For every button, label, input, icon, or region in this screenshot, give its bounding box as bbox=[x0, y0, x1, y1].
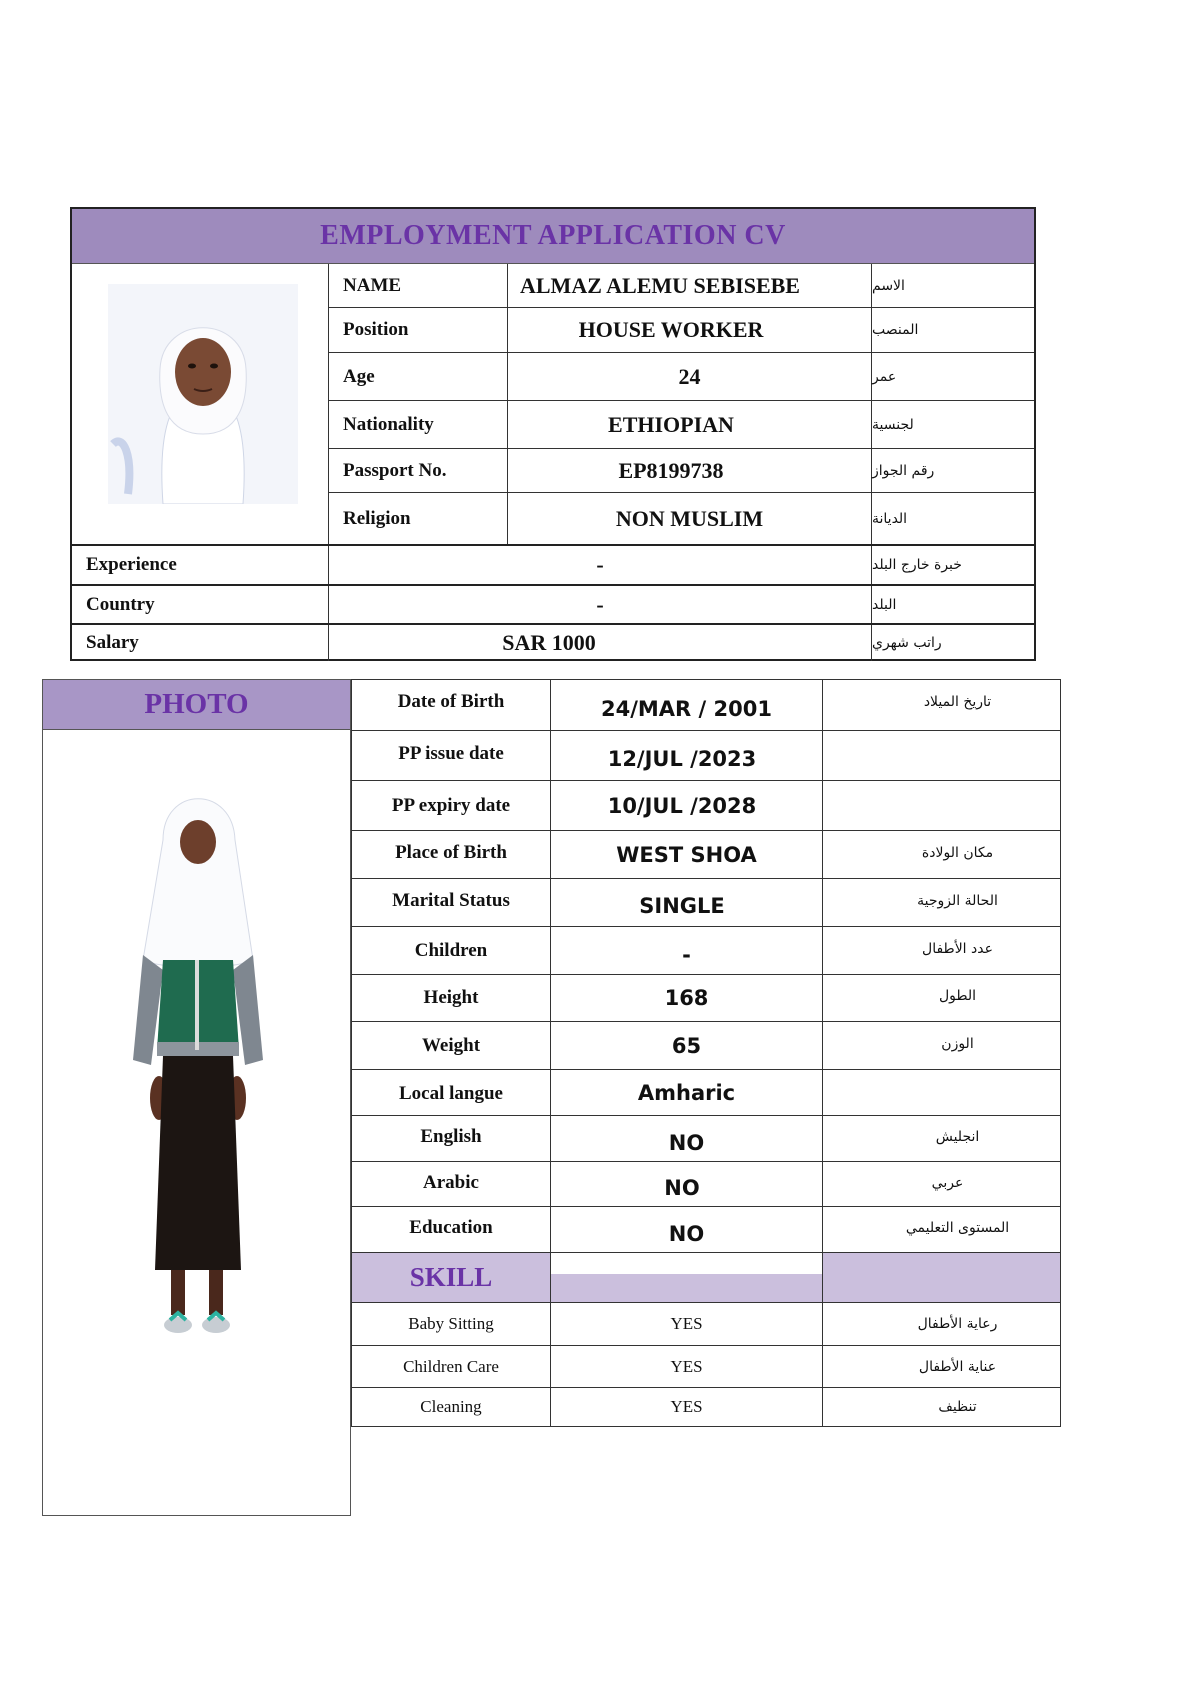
religion-label: Religion bbox=[343, 507, 411, 529]
english-label: English bbox=[420, 1125, 482, 1147]
position-arabic: المنصب bbox=[872, 322, 919, 338]
name-arabic: الاسم bbox=[872, 278, 905, 294]
marital-value: SINGLE bbox=[639, 893, 725, 918]
dob-label: Date of Birth bbox=[397, 690, 505, 712]
full-body-photo bbox=[123, 780, 273, 1360]
pp-issue-label: PP issue date bbox=[398, 742, 504, 764]
pp-issue-value: 12/JUL /2023 bbox=[607, 746, 757, 771]
local-language-value: Amharic bbox=[637, 1080, 736, 1105]
pob-label: Place of Birth bbox=[395, 841, 507, 863]
height-value: 168 bbox=[664, 986, 709, 1010]
full-photo-panel bbox=[42, 679, 351, 1516]
skill-children-care-arabic: عناية الأطفال bbox=[918, 1358, 997, 1375]
position-value: HOUSE WORKER bbox=[578, 317, 764, 342]
religion-arabic: الديانة bbox=[872, 510, 908, 527]
full-body-image bbox=[123, 780, 273, 1360]
skill-cleaning-arabic: تنظيف bbox=[938, 1399, 977, 1415]
pp-expiry-value: 10/JUL /2028 bbox=[607, 793, 757, 818]
dob-value: 24/MAR / 2001 bbox=[601, 696, 772, 721]
skill-children-care-value: YES bbox=[670, 1356, 703, 1376]
children-value: - bbox=[682, 942, 691, 967]
name-value: ALMAZ ALEMU SEBISEBE bbox=[520, 273, 800, 298]
age-value: 24 bbox=[678, 363, 701, 389]
details-table bbox=[351, 679, 1061, 1427]
experience-arabic: خبرة خارج البلد bbox=[872, 557, 962, 573]
marital-label: Marital Status bbox=[392, 889, 510, 911]
english-value: NO bbox=[668, 1130, 705, 1155]
pob-value: WEST SHOA bbox=[616, 842, 757, 867]
experience-label: Experience bbox=[86, 554, 177, 575]
salary-label: Salary bbox=[86, 632, 139, 653]
religion-value: NON MUSLIM bbox=[615, 505, 764, 531]
english-arabic: انجليش bbox=[935, 1128, 980, 1145]
passport-label: Passport No. bbox=[343, 459, 447, 481]
pob-arabic: مكان الولادة bbox=[921, 844, 994, 861]
nationality-label: Nationality bbox=[343, 413, 434, 435]
skill-baby-sitting-value: YES bbox=[670, 1314, 703, 1333]
page-title: EMPLOYMENT APPLICATION CV bbox=[72, 209, 1034, 264]
portrait-image bbox=[108, 284, 298, 504]
age-label: Age bbox=[343, 365, 375, 387]
skill-band-right bbox=[823, 1253, 1060, 1302]
country-value: - bbox=[596, 591, 604, 617]
weight-arabic: الوزن bbox=[941, 1035, 974, 1052]
pp-issue-arabic bbox=[823, 731, 1060, 780]
education-label: Education bbox=[409, 1216, 493, 1238]
experience-value: - bbox=[596, 552, 604, 577]
country-label: Country bbox=[86, 593, 155, 615]
arabic-label: Arabic bbox=[423, 1171, 479, 1193]
weight-label: Weight bbox=[421, 1034, 481, 1056]
photo-header: PHOTO bbox=[43, 680, 350, 730]
skill-baby-sitting-arabic: رعاية الأطفال bbox=[917, 1316, 998, 1332]
skill-cleaning-label: Cleaning bbox=[420, 1397, 482, 1416]
height-arabic: الطول bbox=[938, 988, 977, 1004]
skill-cleaning-value: YES bbox=[670, 1397, 703, 1416]
height-label: Height bbox=[423, 987, 479, 1008]
top-info-table bbox=[70, 207, 1036, 661]
children-label: Children bbox=[414, 939, 488, 961]
portrait-photo bbox=[108, 284, 298, 504]
skill-children-care-label: Children Care bbox=[403, 1356, 499, 1376]
country-arabic: البلد bbox=[872, 596, 897, 613]
skill-band-mid bbox=[551, 1274, 822, 1302]
arabic-arabic: عربي bbox=[931, 1174, 964, 1191]
marital-arabic: الحالة الزوجية bbox=[917, 892, 998, 909]
nationality-arabic: لجنسية bbox=[872, 416, 914, 433]
pp-expiry-arabic bbox=[823, 781, 1060, 830]
dob-arabic: تاريخ الميلاد bbox=[923, 693, 992, 710]
pp-expiry-label: PP expiry date bbox=[391, 794, 511, 816]
nationality-value: ETHIOPIAN bbox=[608, 411, 734, 437]
weight-value: 65 bbox=[671, 1033, 702, 1058]
age-arabic: عمر bbox=[872, 368, 897, 385]
children-arabic: عدد الأطفال bbox=[922, 940, 993, 957]
position-label: Position bbox=[343, 319, 409, 340]
education-value: NO bbox=[668, 1222, 705, 1246]
local-language-label: Local langue bbox=[399, 1083, 503, 1104]
arabic-value: NO bbox=[664, 1176, 700, 1200]
passport-arabic: رقم الجواز bbox=[872, 462, 935, 479]
salary-arabic: راتب شهري bbox=[872, 635, 942, 651]
passport-value: EP8199738 bbox=[618, 457, 724, 483]
education-arabic: المستوى التعليمي bbox=[905, 1219, 1010, 1236]
name-label: NAME bbox=[343, 275, 402, 296]
salary-value: SAR 1000 bbox=[502, 630, 596, 655]
local-language-arabic bbox=[823, 1070, 1060, 1115]
skill-header: SKILL bbox=[409, 1262, 493, 1292]
skill-baby-sitting-label: Baby Sitting bbox=[408, 1314, 494, 1333]
